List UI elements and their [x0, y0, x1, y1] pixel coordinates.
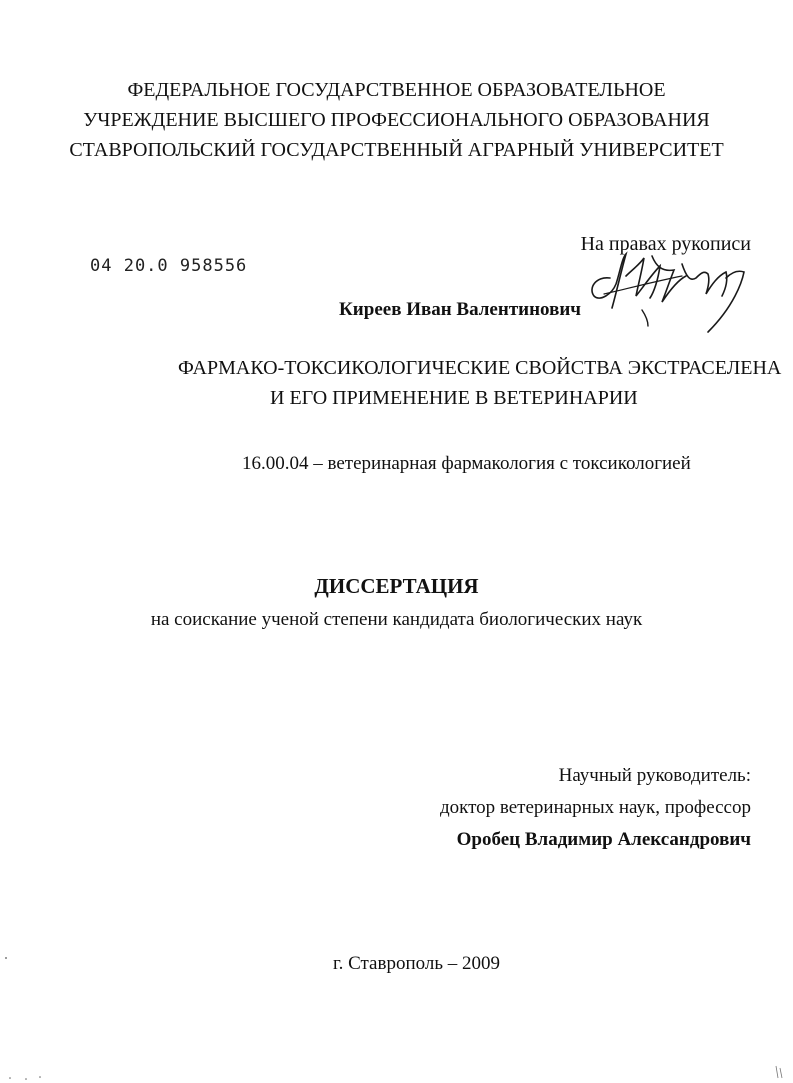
- signature-icon: [582, 236, 758, 338]
- degree-line: на соискание ученой степени кандидата биологических наук: [150, 609, 643, 630]
- thesis-title-line-2: И ЕГО ПРИМЕНЕНИЕ В ВЕТЕРИНАРИИ: [270, 387, 638, 409]
- author-name: Киреев Иван Валентинович: [339, 299, 581, 320]
- catalog-code: 04 20.0 958556: [90, 256, 248, 276]
- supervisor-rank: доктор ветеринарных наук, профессор: [439, 797, 751, 818]
- institution-line-3: СТАВРОПОЛЬСКИЙ ГОСУДАРСТВЕННЫЙ АГРАРНЫЙ УНИВЕРСИТЕТ: [69, 139, 724, 161]
- specialty-code: 16.00.04 – ветеринарная фармакология с токсикологией: [242, 453, 691, 474]
- document-type: ДИССЕРТАЦИЯ: [314, 574, 479, 598]
- institution-line-1: ФЕДЕРАЛЬНОЕ ГОСУДАРСТВЕННОЕ ОБРАЗОВАТЕЛЬНОЕ: [127, 79, 666, 101]
- institution-line-2: УЧРЕЖДЕНИЕ ВЫСШЕГО ПРОФЕССИОНАЛЬНОГО ОБРАЗОВАНИЯ: [83, 109, 710, 131]
- thesis-title-line-1: ФАРМАКО-ТОКСИКОЛОГИЧЕСКИЕ СВОЙСТВА ЭКСТРАСЕЛЕНА: [178, 357, 782, 379]
- supervisor-name: Оробец Владимир Александрович: [456, 829, 751, 850]
- city-year: г. Ставрополь – 2009: [332, 953, 501, 974]
- rights-note: На правах рукописи: [580, 233, 751, 255]
- supervisor-label: Научный руководитель:: [558, 765, 751, 786]
